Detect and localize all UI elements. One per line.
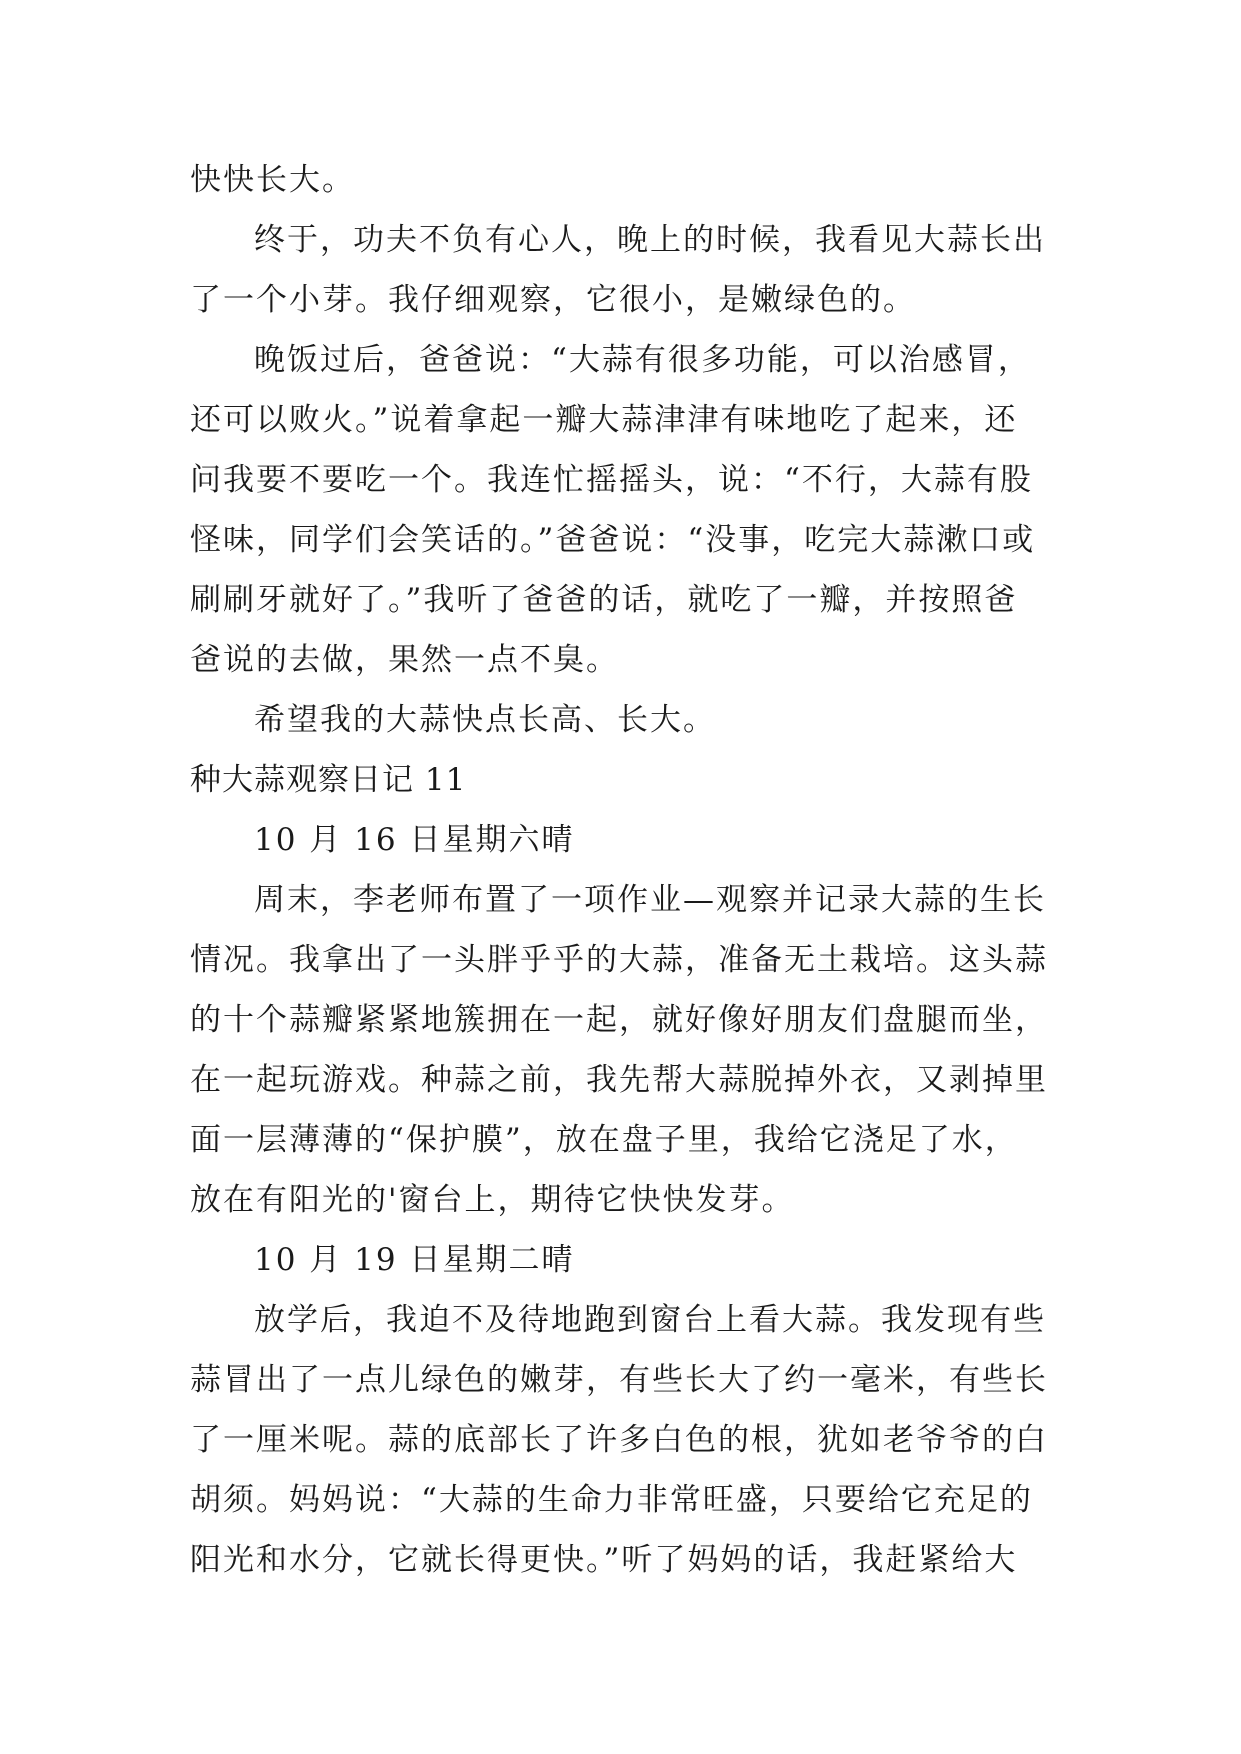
text-line: 怪味，同学们会笑话的。”爸爸说：“没事，吃完大蒜漱口或 — [190, 522, 1036, 558]
date-line: 10 月 19 日星期二晴 — [254, 1242, 575, 1278]
paragraph-start-line: 希望我的大蒜快点长高、长大。 — [254, 702, 716, 738]
text-line: 放在有阳光的'窗台上，期待它快快发芽。 — [190, 1182, 795, 1218]
text-line: 胡须。妈妈说：“大蒜的生命力非常旺盛，只要给它充足的 — [190, 1482, 1033, 1518]
paragraph-start-line: 终于，功夫不负有心人，晚上的时候，我看见大蒜长出 — [254, 222, 1046, 258]
text-line: 还可以败火。”说着拿起一瓣大蒜津津有味地吃了起来，还 — [190, 402, 1018, 438]
text-line: 刷刷牙就好了。”我听了爸爸的话，就吃了一瓣，并按照爸 — [190, 582, 1018, 618]
paragraph-start-line: 放学后，我迫不及待地跑到窗台上看大蒜。我发现有些 — [254, 1302, 1046, 1338]
text-line: 了一厘米呢。蒜的底部长了许多白色的根，犹如老爷爷的白 — [190, 1422, 1048, 1458]
text-line: 情况。我拿出了一头胖乎乎的大蒜，准备无土栽培。这头蒜 — [190, 942, 1048, 978]
paragraph-start-line: 周末，李老师布置了一项作业—观察并记录大蒜的生长 — [254, 882, 1046, 918]
text-line: 在一起玩游戏。种蒜之前，我先帮大蒜脱掉外衣，又剥掉里 — [190, 1062, 1048, 1098]
paragraph-start-line: 晚饭过后，爸爸说：“大蒜有很多功能，可以治感冒， — [254, 342, 1031, 378]
text-line: 阳光和水分，它就长得更快。”听了妈妈的话，我赶紧给大 — [190, 1542, 1018, 1578]
text-line: 蒜冒出了一点儿绿色的嫩芽，有些长大了约一毫米，有些长 — [190, 1362, 1048, 1398]
text-line: 了一个小芽。我仔细观察，它很小，是嫩绿色的。 — [190, 282, 916, 318]
document-page — [190, 150, 1052, 1590]
text-line: 爸说的去做，果然一点不臭。 — [190, 642, 619, 678]
text-line: 的十个蒜瓣紧紧地簇拥在一起，就好像好朋友们盘腿而坐， — [190, 1002, 1048, 1038]
date-line: 10 月 16 日星期六晴 — [254, 822, 575, 858]
text-line: 快快长大。 — [190, 162, 355, 198]
section-title: 种大蒜观察日记 11 — [190, 762, 467, 798]
text-line: 面一层薄薄的“保护膜”，放在盘子里，我给它浇足了水， — [190, 1122, 1018, 1158]
text-line: 问我要不要吃一个。我连忙摇摇头，说：“不行，大蒜有股 — [190, 462, 1033, 498]
